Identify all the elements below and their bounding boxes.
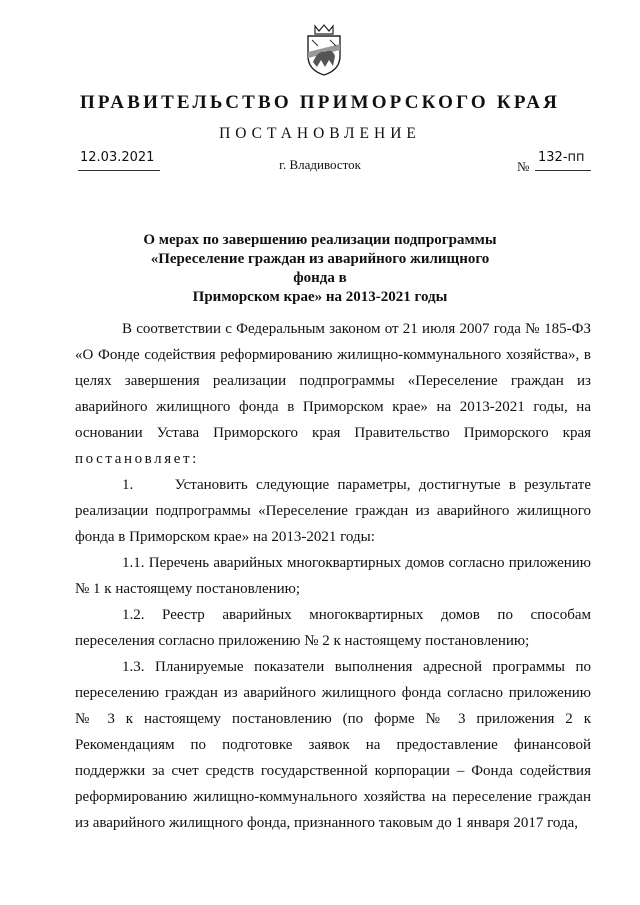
paragraph-1-2: 1.2. Реестр аварийных многоквартирных домов по способам переселения согласно приложению № 2 к настоящему постановлению; — [75, 607, 591, 649]
coat-of-arms-icon — [302, 22, 346, 78]
paragraph-1-3: 1.3. Планируемые показатели выполнения адресной программы по переселению граждан из аварийного жилищного фонда согласно приложению № 3 к настоящему постановлению (по форме № 3 приложения 2 к Рекомендациям по подготовке заявок на предоставление финансовой поддержки за счет средств государственной корпорации – Фонда содействия реформированию жилищно-коммунального хозяйства на переселение граждан из аварийного жилищного фонда, признанного таковым до 1 января 2017 года, — [75, 659, 591, 831]
number-underline — [535, 170, 591, 171]
title-line-3: Приморском крае» на 2013-2021 годы — [192, 289, 448, 305]
document-type: ПОСТАНОВЛЕНИЕ — [219, 125, 421, 142]
title-line-2: «Переселение граждан из аварийного жилищного фонда в — [150, 251, 490, 286]
paragraph-preamble — [75, 316, 591, 472]
preamble-text: В соответствии с Федеральным законом от 21 июля 2007 года № 185-ФЗ «О Фонде содействия реформированию жилищно-коммунального хозяйства», в целях завершения реализации подпрограммы «Переселение граждан из аварийного жилищного фонда в Приморском крае» на 2013-2021 годы, на основании Устава Приморского края Правительство Приморского края — [75, 321, 591, 441]
decree-body — [75, 316, 591, 836]
paragraph-1-1: 1.1. Перечень аварийных многоквартирных домов согласно приложению № 1 к настоящему постановлению; — [75, 555, 591, 597]
decree-date: 12.03.2021 — [80, 150, 155, 165]
title-line-1: О мерах по завершению реализации подпрограммы — [143, 232, 497, 248]
decree-number: 132-пп — [538, 150, 585, 165]
decree-title — [130, 231, 510, 307]
paragraph-1: 1. Установить следующие параметры, достигнутые в результате реализации подпрограммы «Переселение граждан из аварийного жилищного фонда в Приморском крае» на 2013-2021 годы: — [75, 477, 591, 545]
resolves-word: постановляет: — [75, 451, 199, 467]
city: г. Владивосток — [279, 157, 361, 172]
number-sign: № — [517, 159, 530, 174]
government-title: ПРАВИТЕЛЬСТВО ПРИМОРСКОГО КРАЯ — [79, 92, 561, 113]
